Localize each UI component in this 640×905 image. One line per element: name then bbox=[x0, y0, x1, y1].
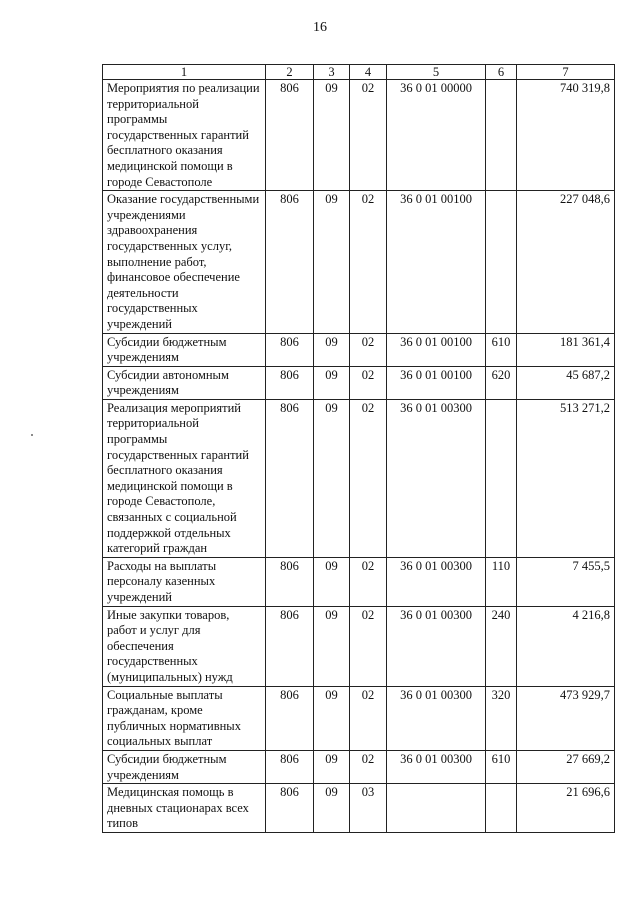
table-row bbox=[103, 606, 615, 686]
header-cell-csr: 5 bbox=[387, 65, 486, 80]
row-name: Мероприятия по реализации территориальной программы государственных гарантий бесплатного оказания медицинской помощи в городе Севастополе bbox=[103, 80, 266, 191]
row-csr: 36 0 01 00300 bbox=[387, 606, 486, 686]
row-csr: 36 0 01 00300 bbox=[387, 399, 486, 557]
scan-speck bbox=[31, 434, 33, 436]
row-name: Расходы на выплаты персоналу казенных учреждений bbox=[103, 557, 266, 606]
row-vr bbox=[486, 191, 517, 333]
row-gr: 806 bbox=[266, 333, 314, 366]
row-rz: 09 bbox=[314, 686, 350, 750]
row-rz: 09 bbox=[314, 399, 350, 557]
row-pr: 02 bbox=[350, 333, 387, 366]
row-rz: 09 bbox=[314, 606, 350, 686]
row-name: Реализация мероприятий территориальной программы государственных гарантий бесплатного оказания медицинской помощи в городе Севастополе, связанных с социальной поддержкой отдельных категорий граждан bbox=[103, 399, 266, 557]
row-vr: 110 bbox=[486, 557, 517, 606]
row-vr bbox=[486, 80, 517, 191]
row-csr: 36 0 01 00300 bbox=[387, 557, 486, 606]
row-csr: 36 0 01 00100 bbox=[387, 333, 486, 366]
row-gr: 806 bbox=[266, 399, 314, 557]
header-cell-pr: 4 bbox=[350, 65, 387, 80]
row-gr: 806 bbox=[266, 606, 314, 686]
page-number: 16 bbox=[313, 20, 327, 35]
row-rz: 09 bbox=[314, 366, 350, 399]
row-name: Субсидии бюджетным учреждениям bbox=[103, 750, 266, 783]
table-row bbox=[103, 80, 615, 191]
row-rz: 09 bbox=[314, 191, 350, 333]
row-sum: 513 271,2 bbox=[517, 399, 615, 557]
row-pr: 02 bbox=[350, 399, 387, 557]
row-gr: 806 bbox=[266, 557, 314, 606]
row-csr: 36 0 01 00300 bbox=[387, 750, 486, 783]
row-gr: 806 bbox=[266, 784, 314, 833]
row-sum: 4 216,8 bbox=[517, 606, 615, 686]
row-vr bbox=[486, 784, 517, 833]
row-name: Социальные выплаты гражданам, кроме публичных нормативных социальных выплат bbox=[103, 686, 266, 750]
row-vr: 320 bbox=[486, 686, 517, 750]
row-rz: 09 bbox=[314, 557, 350, 606]
header-cell-sum: 7 bbox=[517, 65, 615, 80]
row-csr: 36 0 01 00100 bbox=[387, 191, 486, 333]
row-pr: 02 bbox=[350, 557, 387, 606]
row-pr: 02 bbox=[350, 686, 387, 750]
header-cell-rz: 3 bbox=[314, 65, 350, 80]
header-cell-name: 1 bbox=[103, 65, 266, 80]
row-gr: 806 bbox=[266, 686, 314, 750]
table-row bbox=[103, 333, 615, 366]
header-cell-vr: 6 bbox=[486, 65, 517, 80]
table-row bbox=[103, 784, 615, 833]
row-vr: 610 bbox=[486, 750, 517, 783]
table-row bbox=[103, 191, 615, 333]
row-sum: 7 455,5 bbox=[517, 557, 615, 606]
row-sum: 740 319,8 bbox=[517, 80, 615, 191]
row-csr bbox=[387, 784, 486, 833]
row-pr: 03 bbox=[350, 784, 387, 833]
budget-table bbox=[102, 64, 615, 833]
row-sum: 45 687,2 bbox=[517, 366, 615, 399]
row-pr: 02 bbox=[350, 80, 387, 191]
row-name: Медицинская помощь в дневных стационарах всех типов bbox=[103, 784, 266, 833]
row-gr: 806 bbox=[266, 80, 314, 191]
row-sum: 27 669,2 bbox=[517, 750, 615, 783]
row-vr: 620 bbox=[486, 366, 517, 399]
table-row bbox=[103, 399, 615, 557]
row-sum: 181 361,4 bbox=[517, 333, 615, 366]
row-pr: 02 bbox=[350, 750, 387, 783]
row-pr: 02 bbox=[350, 366, 387, 399]
table-header-row bbox=[103, 65, 615, 80]
row-pr: 02 bbox=[350, 606, 387, 686]
row-gr: 806 bbox=[266, 191, 314, 333]
row-vr: 610 bbox=[486, 333, 517, 366]
row-rz: 09 bbox=[314, 784, 350, 833]
table-row bbox=[103, 750, 615, 783]
row-sum: 227 048,6 bbox=[517, 191, 615, 333]
row-vr bbox=[486, 399, 517, 557]
row-vr: 240 bbox=[486, 606, 517, 686]
row-name: Оказание государственными учреждениями здравоохранения государственных услуг, выполнение работ, финансовое обеспечение деятельности государственных учреждений bbox=[103, 191, 266, 333]
row-csr: 36 0 01 00000 bbox=[387, 80, 486, 191]
row-name: Иные закупки товаров, работ и услуг для обеспечения государственных (муниципальных) нужд bbox=[103, 606, 266, 686]
row-gr: 806 bbox=[266, 750, 314, 783]
table-row bbox=[103, 366, 615, 399]
row-csr: 36 0 01 00300 bbox=[387, 686, 486, 750]
row-gr: 806 bbox=[266, 366, 314, 399]
row-name: Субсидии автономным учреждениям bbox=[103, 366, 266, 399]
row-rz: 09 bbox=[314, 333, 350, 366]
row-name: Субсидии бюджетным учреждениям bbox=[103, 333, 266, 366]
row-rz: 09 bbox=[314, 750, 350, 783]
row-csr: 36 0 01 00100 bbox=[387, 366, 486, 399]
table-row bbox=[103, 557, 615, 606]
header-cell-gr: 2 bbox=[266, 65, 314, 80]
row-sum: 21 696,6 bbox=[517, 784, 615, 833]
row-sum: 473 929,7 bbox=[517, 686, 615, 750]
row-pr: 02 bbox=[350, 191, 387, 333]
row-rz: 09 bbox=[314, 80, 350, 191]
table-row bbox=[103, 686, 615, 750]
